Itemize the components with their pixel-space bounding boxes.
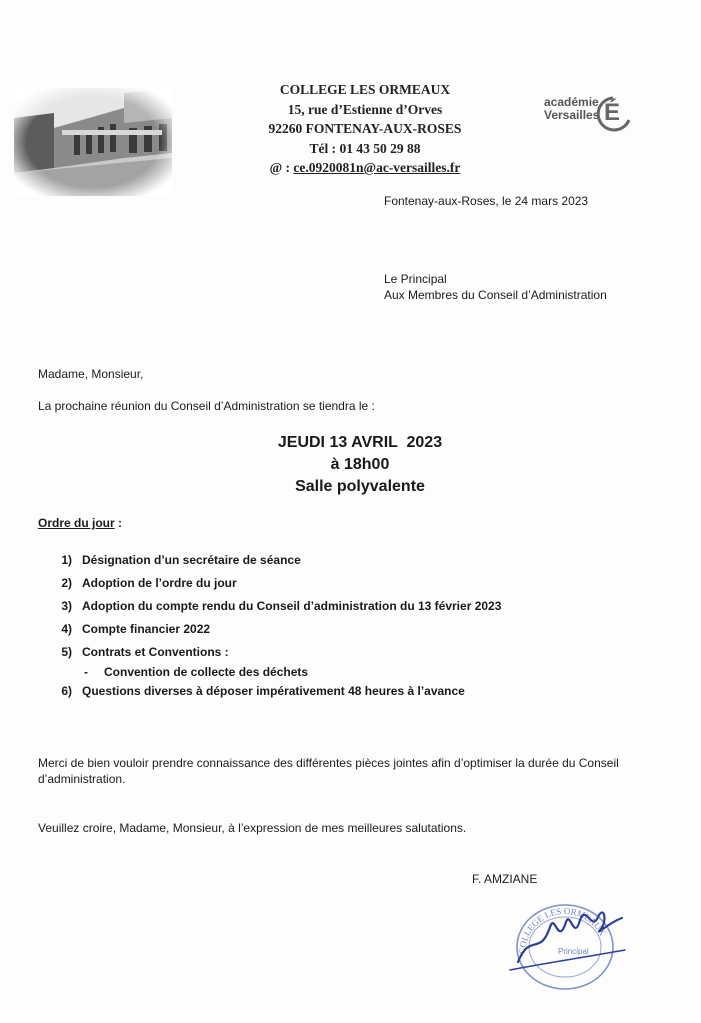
agenda-item-number: 4) bbox=[61, 622, 72, 636]
meeting-time: à 18h00 bbox=[330, 456, 390, 473]
sender-recipients: Aux Membres du Conseil d’Administration bbox=[384, 288, 607, 302]
agenda-item bbox=[56, 645, 656, 665]
stamp-text-path: COLLEGE LES ORMEAUX bbox=[516, 905, 608, 955]
agenda-item-number: 6) bbox=[61, 684, 72, 698]
agenda-item-label: Questions diverses à déposer impérativement 48 heures à l’avance bbox=[82, 684, 465, 698]
academie-versailles-logo bbox=[540, 80, 632, 140]
agenda-item bbox=[56, 553, 656, 576]
letter-date: Fontenay-aux-Roses, le 24 mars 2023 bbox=[384, 194, 589, 208]
school-email-line bbox=[255, 158, 475, 178]
attachments-line-1: Merci de bien vouloir prendre connaissance des différentes pièces jointes afin d’optimiser la durée du Conseil bbox=[38, 756, 619, 770]
agenda-colon: : bbox=[114, 516, 123, 530]
attachments-line-2: d’administration. bbox=[38, 772, 126, 786]
attachments-paragraph bbox=[38, 755, 619, 787]
salutation: Madame, Monsieur, bbox=[38, 367, 144, 381]
school-letterhead bbox=[255, 80, 475, 178]
agenda-item-number: 3) bbox=[61, 599, 72, 613]
agenda-sub-label: Convention de collecte des déchets bbox=[104, 665, 309, 679]
official-stamp-signature bbox=[500, 892, 630, 992]
school-building-photo bbox=[14, 88, 172, 196]
meeting-date: JEUDI 13 AVRIL 2023 bbox=[277, 434, 443, 451]
agenda-item-number: 2) bbox=[61, 576, 72, 590]
school-phone: Tél : 01 43 50 29 88 bbox=[309, 140, 421, 156]
agenda-title: Ordre du jour bbox=[38, 516, 115, 530]
agenda-item bbox=[56, 599, 656, 622]
closing-salutation: Veuillez croire, Madame, Monsieur, à l’expression de mes meilleures salutations. bbox=[38, 821, 467, 835]
logo-letter: É bbox=[604, 99, 621, 126]
email-prefix: @ : bbox=[269, 160, 294, 175]
agenda-item bbox=[56, 622, 656, 645]
signatory-name: F. AMZIANE bbox=[472, 872, 538, 886]
agenda-item bbox=[56, 684, 656, 707]
stamp-subtitle: Principal bbox=[558, 947, 589, 956]
school-email-link[interactable]: ce.0920081n@ac-versailles.fr bbox=[293, 160, 461, 175]
meeting-details bbox=[200, 432, 520, 498]
agenda-item-number: 5) bbox=[61, 645, 72, 659]
agenda-item bbox=[56, 576, 656, 599]
logo-line-versailles: Versailles bbox=[544, 108, 600, 122]
school-name: COLLEGE LES ORMEAUX bbox=[279, 82, 451, 97]
school-city: 92260 FONTENAY-AUX-ROSES bbox=[268, 121, 462, 136]
agenda-sub-item bbox=[56, 665, 656, 684]
agenda-heading bbox=[38, 515, 122, 531]
agenda-item-label: Désignation d’un secrétaire de séance bbox=[82, 553, 301, 567]
sender-title: Le Principal bbox=[384, 272, 447, 286]
school-address: 15, rue d’Estienne d’Orves bbox=[287, 101, 443, 117]
sender-block bbox=[384, 271, 607, 303]
agenda-item-label: Compte financier 2022 bbox=[82, 622, 211, 636]
agenda-item-number: 1) bbox=[61, 553, 72, 567]
meeting-place: Salle polyvalente bbox=[295, 478, 425, 495]
agenda-sub-dash: - bbox=[84, 665, 88, 679]
agenda-item-label: Adoption de l’ordre du jour bbox=[82, 576, 237, 590]
logo-emblem-icon bbox=[596, 84, 630, 136]
intro-text: La prochaine réunion du Conseil d’Administration se tiendra le : bbox=[38, 399, 375, 413]
agenda-item-label: Contrats et Conventions : bbox=[82, 645, 229, 659]
agenda-item-label: Adoption du compte rendu du Conseil d’administration du 13 février 2023 bbox=[82, 599, 502, 613]
logo-line-academie: académie bbox=[544, 95, 599, 109]
agenda-list bbox=[56, 553, 656, 707]
